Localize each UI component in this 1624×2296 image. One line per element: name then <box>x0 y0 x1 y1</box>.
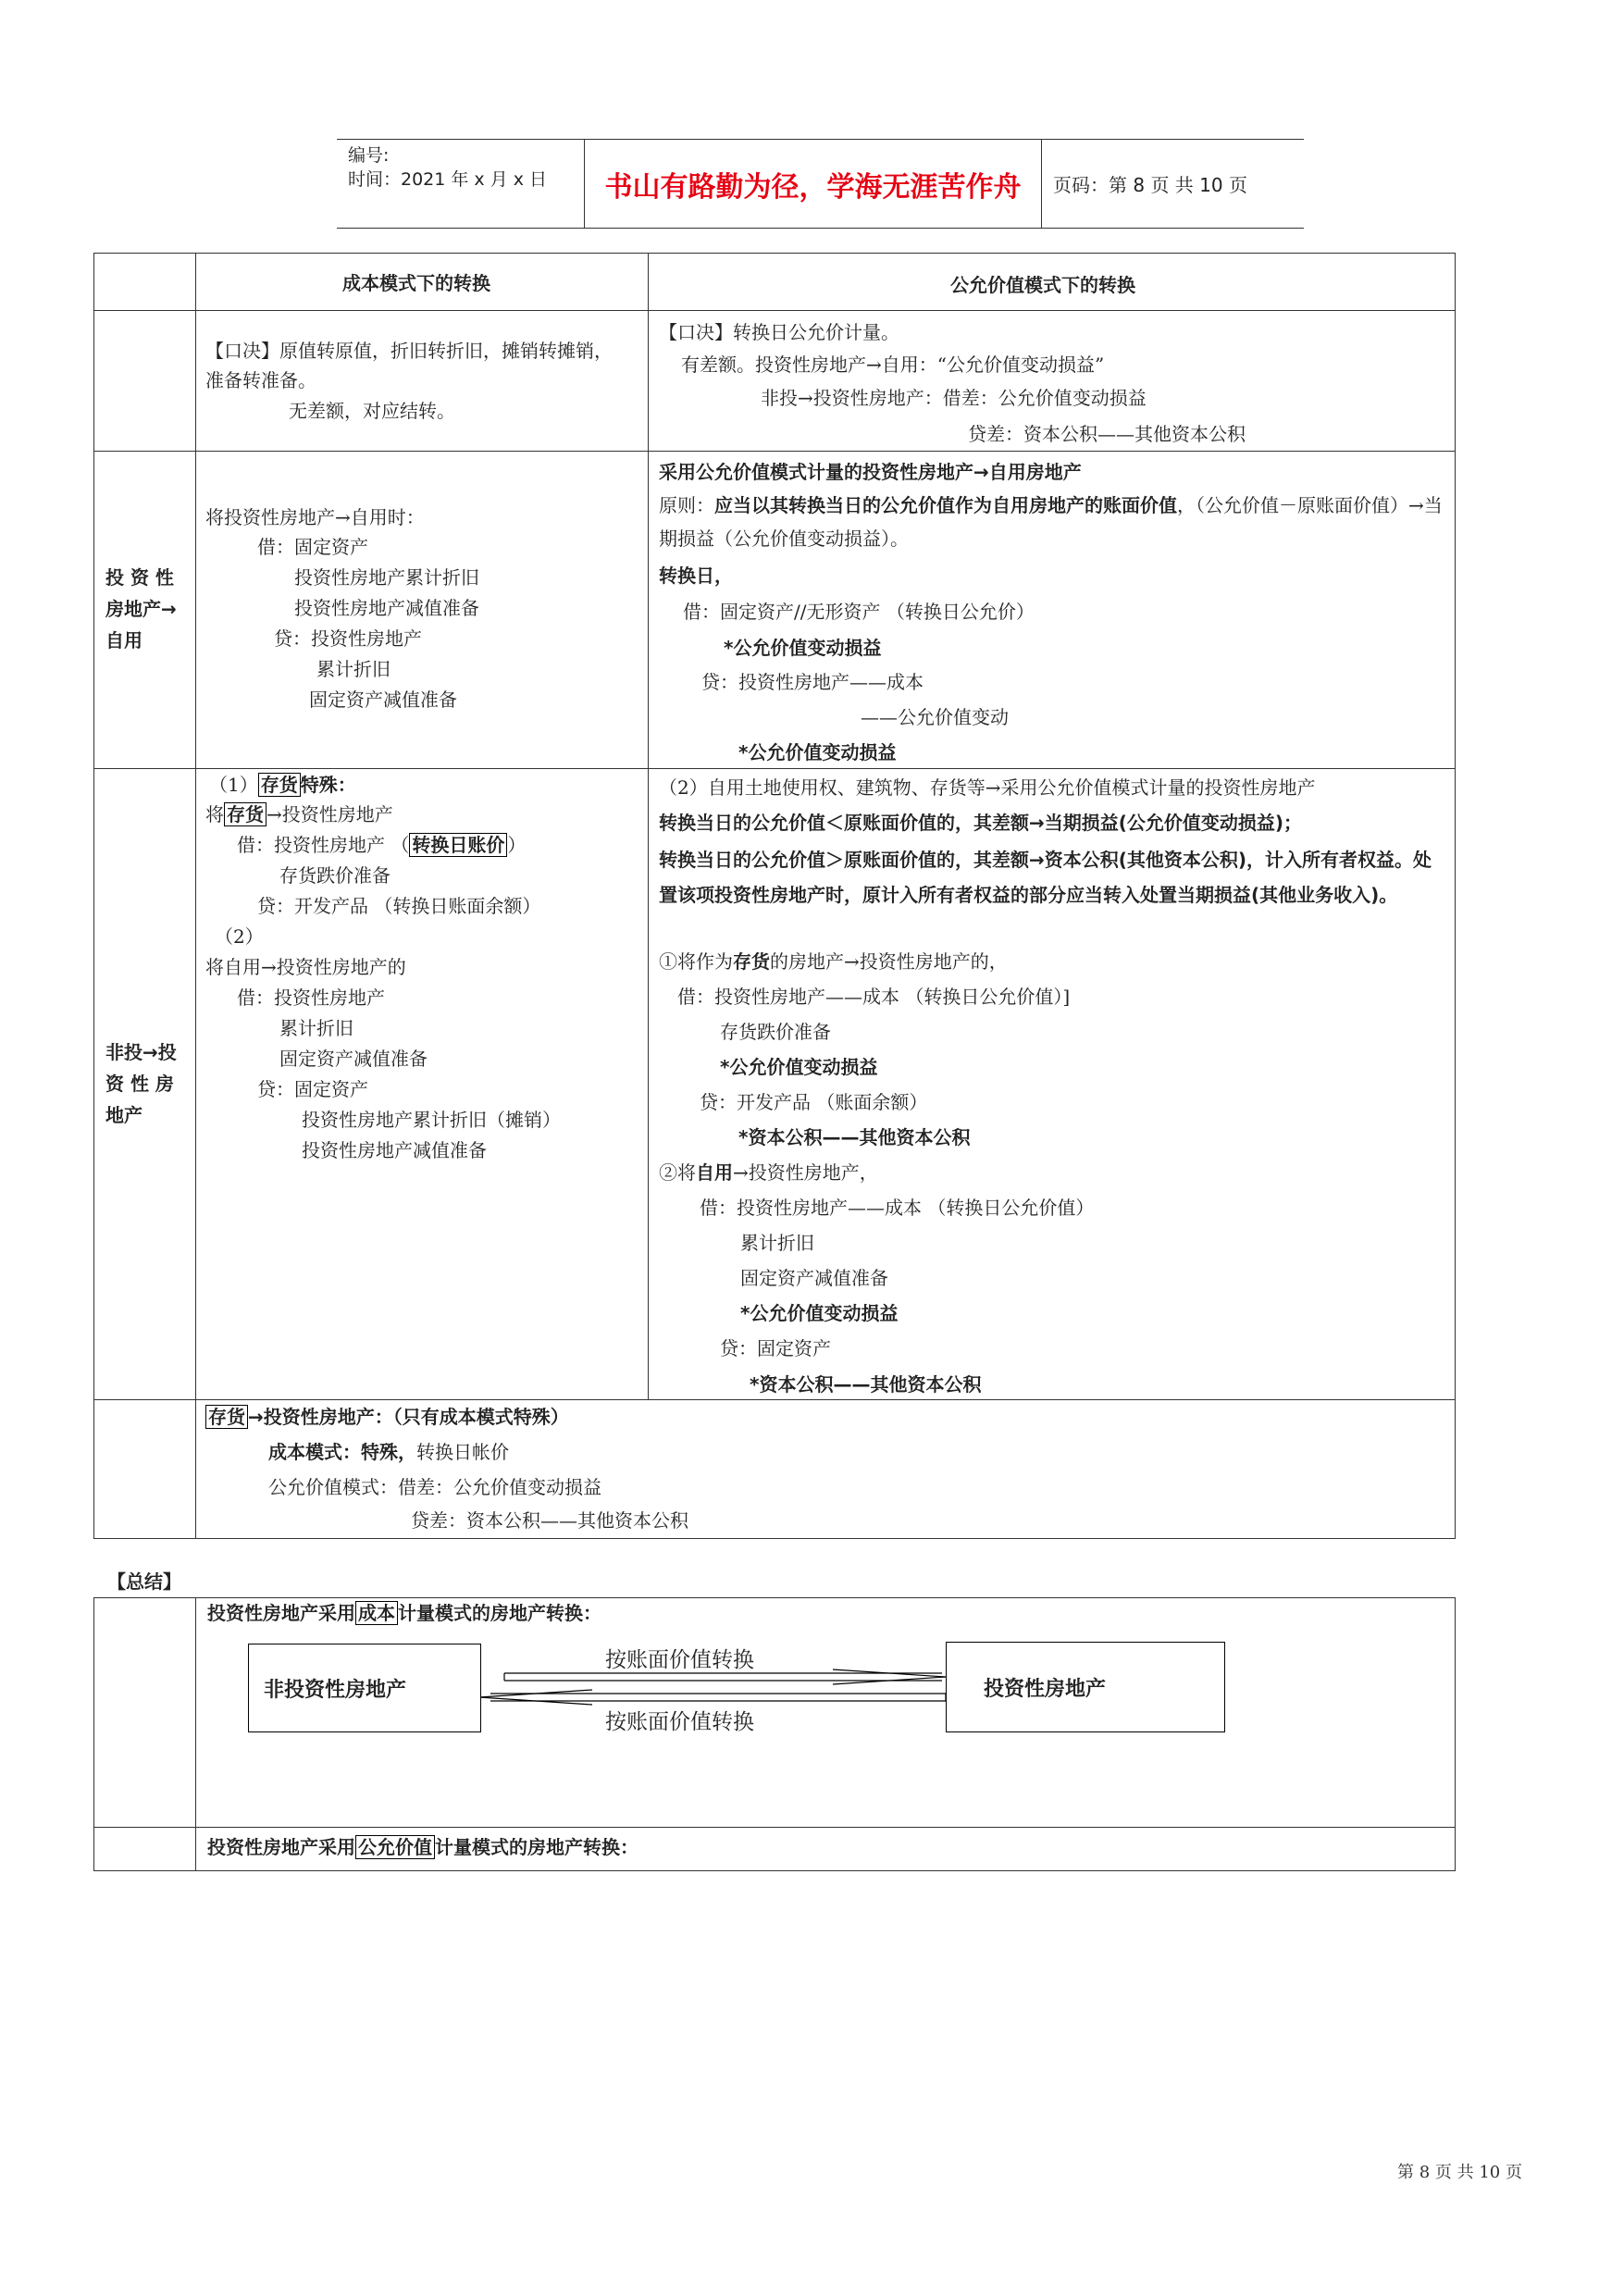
arrow-to-noninvest <box>479 1690 946 1705</box>
cost-entry-line: 借：投资性房地产 <box>237 987 385 1009</box>
cost-entry-line: 贷：固定资产 <box>257 1078 368 1100</box>
cost-mnemonic-line: 【口决】原值转原值，折旧转折旧，摊销转摊销， <box>205 340 613 362</box>
cost-entry-line: 投资性房地产减值准备 <box>302 1139 487 1161</box>
fair-principle-bold: 应当以其转换当日的公允价值作为自用房地产的账面价值 <box>714 494 1177 516</box>
carrying-value-box: 转换日账价 <box>409 833 507 857</box>
cost-entry-line: 贷：投资性房地产 <box>274 627 422 650</box>
fair-entry-line: *资本公积——其他资本公积 <box>738 1126 971 1148</box>
cost-entry-line: 投资性房地产累计折旧 <box>294 566 479 589</box>
fair-entry-line: 借：投资性房地产——成本 （转换日公允价值）] <box>677 986 1071 1008</box>
fair-s1-a: ①将作为 <box>659 950 733 973</box>
cost-l3-tail: ） <box>507 834 527 856</box>
fair-principle-label: 原则： <box>659 494 714 516</box>
fair-entry-line: ——公允价值变动 <box>861 706 1009 728</box>
row4-cost-bold: 成本模式：特殊， <box>268 1441 416 1463</box>
col-header-fair: 公允价值模式下的转换 <box>950 274 1135 296</box>
summary-row2-title <box>207 1832 638 1862</box>
cost-entry-line: 固定资产减值准备 <box>279 1048 428 1070</box>
fair-s2-c: →投资性房地产， <box>733 1161 878 1184</box>
arrow-top-label: 按账面价值转换 <box>605 1648 754 1672</box>
fair-entry-line: 借：投资性房地产——成本 （转换日公允价值） <box>700 1197 1095 1219</box>
cost-entry-line: 将自用→投资性房地产的 <box>205 956 406 978</box>
row4-cost-tail: 转换日帐价 <box>416 1441 509 1463</box>
fair-intro: （2）自用土地使用权、建筑物、存货等→采用公允价值模式计量的投资性房地产 <box>659 776 1316 799</box>
cost-entry-line: （2） <box>215 925 264 948</box>
summary-row2-a: 投资性房地产采用 <box>207 1836 355 1858</box>
cost-l2-head: 将 <box>205 803 224 825</box>
cost-mnemonic-line: 准备转准备。 <box>205 369 316 391</box>
fair-entry-line: *资本公积——其他资本公积 <box>750 1373 982 1396</box>
summary-row1-a: 投资性房地产采用 <box>207 1602 355 1624</box>
inventory-box: 存货 <box>205 1405 248 1429</box>
page-footer: 第 8 页 共 10 页 <box>1397 2163 1522 2182</box>
fair-s2-b: 自用 <box>696 1161 733 1184</box>
header-motto: 书山有路勤为径，学海无涯苦作舟 <box>584 140 1042 228</box>
fair-s1-c: 的房地产→投资性房地产的， <box>770 950 1008 973</box>
col-header-cost: 成本模式下的转换 <box>342 272 490 294</box>
fair-mnemonic-line: 【口决】转换日公允价计量。 <box>659 321 899 343</box>
fair-entry-line: 贷：投资性房地产——成本 <box>701 671 924 693</box>
fair-title: 采用公允价值模式计量的投资性房地产→自用房地产 <box>659 461 1082 483</box>
summary-row1-b: 计量模式的房地产转换： <box>398 1602 601 1624</box>
header-page-info: 页码：第 8 页 共 10 页 <box>1053 174 1247 196</box>
fair-s2-a: ②将 <box>659 1161 696 1184</box>
arrow-bottom-label: 按账面价值转换 <box>605 1710 754 1734</box>
cost-l2-tail: →投资性房地产 <box>267 803 393 825</box>
cost-mnemonic-line: 无差额，对应结转。 <box>289 400 455 422</box>
row-label-noninvest-to-invest: 非投→投 资 性 房 地产 <box>105 1041 177 1126</box>
fair-entry-line: *公允价值变动损益 <box>740 1302 899 1324</box>
fair-entry-line: 固定资产减值准备 <box>740 1267 888 1289</box>
fair-principle-tail: ，（公允价值－原账面价值）→当期损益（公允价值变动损益）。 <box>659 494 1443 550</box>
cost-entry-line: 存货跌价准备 <box>279 864 391 887</box>
cost-entry-line: 累计折旧 <box>316 658 391 680</box>
row4-fair: 公允价值模式：借差：公允价值变动损益 <box>268 1476 601 1498</box>
invest-property-box: 投资性房地产 <box>946 1642 1225 1732</box>
row-label-invest-to-self: 投 资 性 房地产→ 自用 <box>105 566 177 652</box>
summary-title: 【总结】 <box>107 1570 181 1593</box>
summary-row2-b: 计量模式的房地产转换： <box>435 1836 638 1858</box>
cost-entry-line: 贷：开发产品 （转换日账面余额） <box>257 895 541 917</box>
fair-entry-line: *公允价值变动损益 <box>720 1056 878 1078</box>
cost-entry-line: 累计折旧 <box>279 1017 353 1039</box>
row4-fair-credit: 贷差：资本公积——其他资本公积 <box>411 1509 688 1532</box>
row4-title-rest: →投资性房地产：（只有成本模式特殊） <box>248 1406 569 1428</box>
cost-h1-num: （1） <box>209 774 258 796</box>
cost-h1-tail: 特殊： <box>300 774 356 796</box>
fair-entry-line: 贷：开发产品 （账面余额） <box>700 1091 928 1113</box>
time-label: 时间：2021 年 x 月 x 日 <box>348 169 548 190</box>
cost-box: 成本 <box>355 1601 398 1625</box>
cost-entry-line: 投资性房地产减值准备 <box>294 597 479 619</box>
cost-entry-line: 将投资性房地产→自用时： <box>205 506 425 528</box>
fair-value-box: 公允价值 <box>355 1835 435 1859</box>
cost-l3-head: 借：投资性房地产 （ <box>237 834 410 856</box>
cost-entry-line: 投资性房地产累计折旧（摊销） <box>302 1109 561 1131</box>
fair-entry-line: 借：固定资产//无形资产 （转换日公允价） <box>683 601 1035 623</box>
noninvest-property-box: 非投资性房地产 <box>248 1644 481 1732</box>
fair-entry-line: 累计折旧 <box>740 1232 814 1254</box>
fair-entry-line: 存货跌价准备 <box>720 1021 831 1043</box>
inventory-box: 存货 <box>224 802 267 826</box>
fair-entry-line: 贷：固定资产 <box>720 1337 831 1359</box>
fair-s1-b: 存货 <box>733 950 770 973</box>
fair-rule2: 转换当日的公允价值＞原账面价值的，其差额→资本公积(其他资本公积)，计入所有者权益。处置该项投资性房地产时，原计入所有者权益的部分应当转入处置当期损益(其他业务收入)。 <box>659 849 1432 906</box>
fair-mnemonic-line: 非投→投资性房地产：借差：公允价值变动损益 <box>761 387 1147 409</box>
number-label: 编号: <box>348 145 390 166</box>
fair-rule1: 转换当日的公允价值＜原账面价值的，其差额→当期损益(公允价值变动损益)； <box>659 812 1303 834</box>
fair-mnemonic-line: 贷差：资本公积——其他资本公积 <box>968 423 1246 445</box>
fair-entry-line: *公允价值变动损益 <box>724 637 882 659</box>
cost-entry-line: 借：固定资产 <box>257 536 368 558</box>
cost-entry-line: 固定资产减值准备 <box>309 689 457 711</box>
fair-entry-line: *公允价值变动损益 <box>738 741 897 763</box>
fair-day: 转换日， <box>659 565 733 587</box>
inventory-box: 存货 <box>258 773 301 797</box>
fair-mnemonic-diff: 有差额。投资性房地产→自用：“公允价值变动损益” <box>681 354 1105 376</box>
